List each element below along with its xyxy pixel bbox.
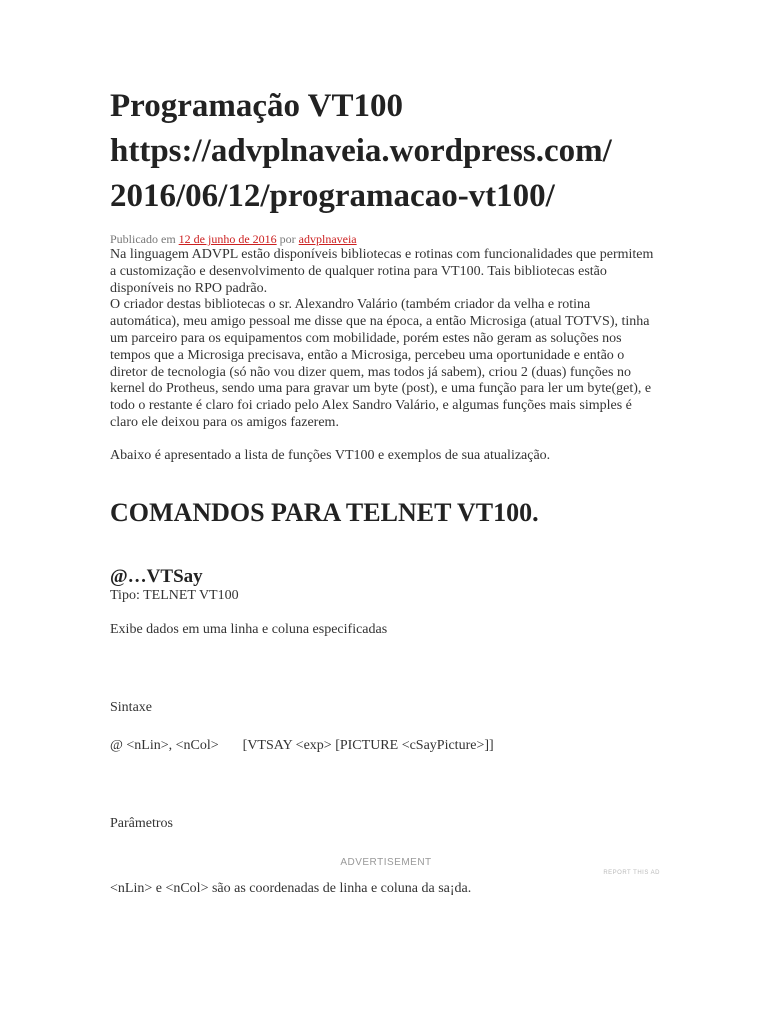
param-description: <nLin> e <nCol> são as coordenadas de linha e coluna da sa¡da. (110, 880, 472, 896)
title-text: Programação VT100 (110, 88, 403, 124)
section-heading: COMANDOS PARA TELNET VT100. (110, 497, 539, 527)
syntax-left: @ <nLin>, <nCol> (110, 737, 219, 753)
published-prefix: Publicado em (110, 232, 176, 246)
by-label: por (279, 232, 296, 246)
command-description: Exibe dados em uma linha e coluna especificadas (110, 622, 388, 638)
syntax-right: [VTSAY <exp> [PICTURE <cSayPicture>]] (242, 737, 494, 753)
intro-paragraph-3: Abaixo é apresentado a lista de funções VT100 e exemplos de sua atualização. (110, 447, 551, 463)
article (110, 84, 662, 897)
syntax-line (110, 738, 662, 755)
article-body (110, 247, 662, 897)
syntax-label: Sintaxe (110, 700, 152, 716)
advertisement-label: ADVERTISEMENT (340, 856, 432, 868)
post-date-link[interactable]: 12 de junho de 2016 (178, 232, 277, 246)
command-heading: @…VTSay (110, 565, 203, 587)
intro-paragraph-2: O criador destas bibliotecas o sr. Alexandro Valário (também criador da velha e rotina automática), meu amigo pessoal me disse que na época, a então Microsiga (atual TOTVS), tinha um parceiro para os equipamentos com mobilidade, porém estes não geram as soluções nos tempos que a Microsiga precisava, então a Microsiga, percebeu uma oportunidade e então o diretor de tecnologia (só não vou dizer quem, mas todos já sabem), criou 2 (duas) funções no kernel do Protheus, sendo uma para gravar um byte (post), e uma função para ler um byte(get), e todo o restante é claro foi criado pelo Alex Sandro Valário, e algumas funções mais simples é claro ele deixou para os amigos fazerem. (110, 297, 652, 430)
title-url-line-2: 2016/06/12/programacao-vt100/ (110, 178, 555, 214)
report-ad-link[interactable]: REPORT THIS AD (603, 869, 660, 876)
advertisement-slot (110, 855, 662, 881)
params-label: Parâmetros (110, 815, 173, 831)
intro-paragraph-1: Na linguagem ADVPL estão disponíveis bibliotecas e rotinas com funcionalidades que permitem a customização e desenvolvimento de qualquer rotina para VT100. Tais bibliotecas estão disponíveis no RPO padrão. (110, 247, 654, 296)
command-type: Tipo: TELNET VT100 (110, 587, 239, 603)
author-link[interactable]: advplnaveia (298, 232, 357, 246)
article-title (110, 84, 662, 219)
title-url-line-1: https://advplnaveia.wordpress.com/ (110, 133, 612, 169)
post-meta (110, 231, 662, 247)
